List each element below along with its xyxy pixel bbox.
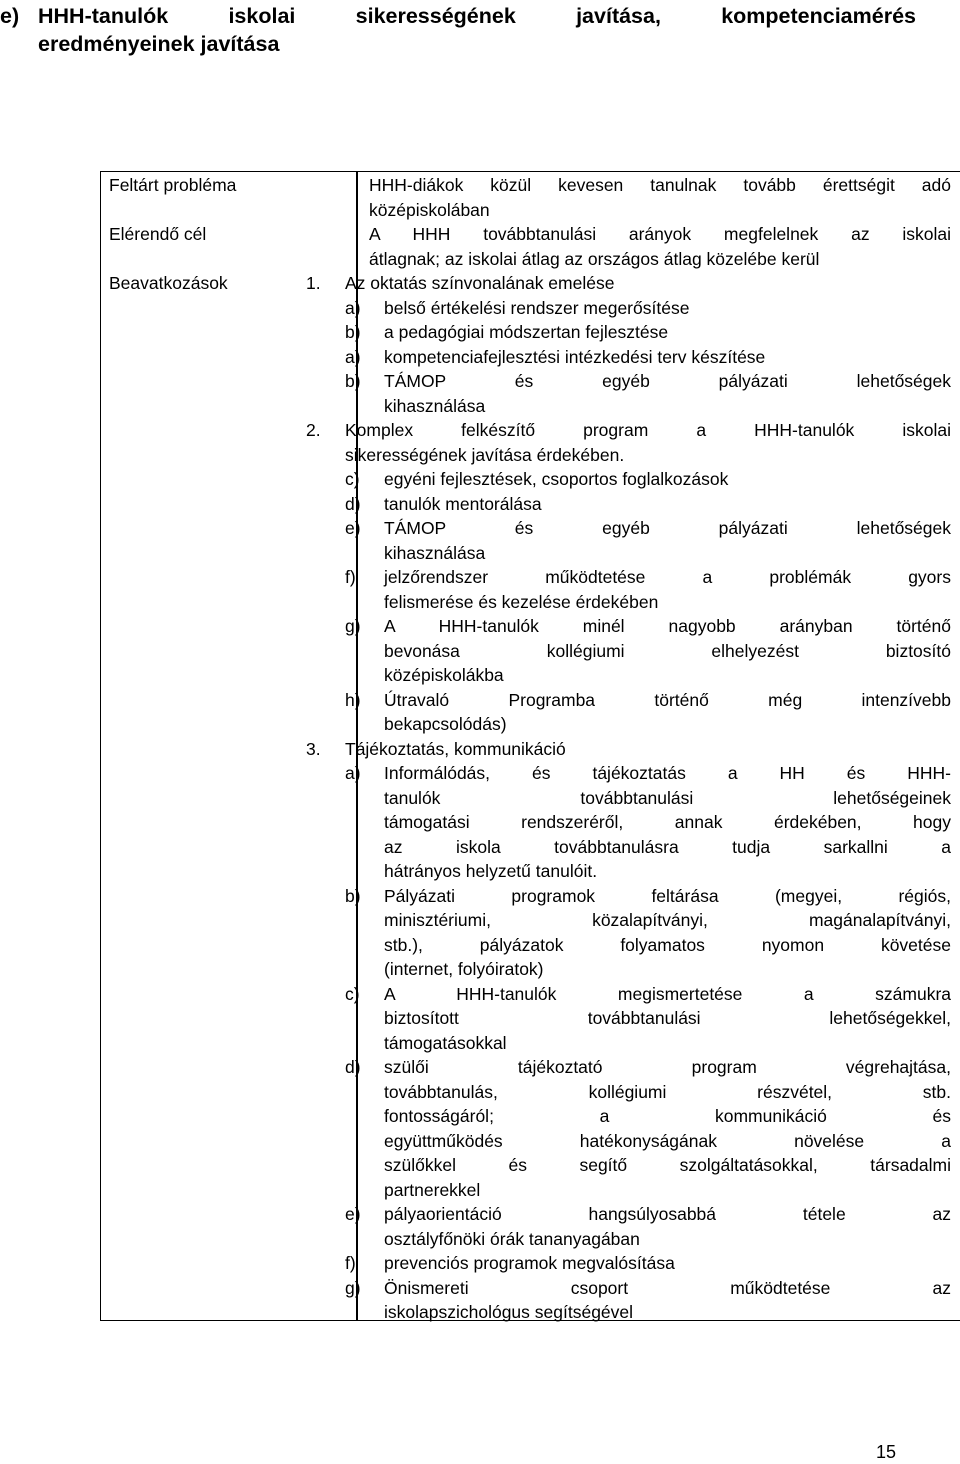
row-content-problem xyxy=(369,173,951,222)
section-number: 2. xyxy=(306,420,321,440)
item-marker: a) xyxy=(345,763,361,783)
item-text-line: Önismereti csoport működtetése az xyxy=(384,1277,951,1298)
item-text-line: pályaorientáció hangsúlyosabbá tétele az xyxy=(384,1204,951,1224)
content-line: HHH-diákok közül kevesen tanulnak tovább érettségit adó xyxy=(369,175,951,195)
item-text-line: biztosított továbbtanulási lehetőségekkel, xyxy=(384,1008,951,1028)
item-marker: a) xyxy=(345,346,361,367)
item-text-line: középiskolákba xyxy=(384,665,504,685)
item-text-line: TÁMOP és egyéb pályázati lehetőségek xyxy=(384,518,951,538)
item-text-line: kihasználása xyxy=(384,542,486,563)
item-text-line: Pályázati programok feltárása (megyei, régiós, xyxy=(384,885,951,906)
section-title-line: Az oktatás színvonalának emelése xyxy=(345,273,615,293)
item-text-line: Informálódás, és tájékoztatás a HH és HHH- xyxy=(384,763,951,783)
item-text-line: továbbtanulás, kollégiumi részvétel, stb. xyxy=(384,1081,951,1102)
row-label-goal: Elérendő cél xyxy=(109,224,207,244)
item-marker: b) xyxy=(345,371,361,391)
item-text-line: kompetenciafejlesztési intézkedési terv készítése xyxy=(384,346,766,367)
section-number: 1. xyxy=(306,273,321,293)
item-text-line: tanulók továbbtanulási lehetőségeinek xyxy=(384,787,951,808)
row-content-goal xyxy=(369,222,951,271)
item-text-line: stb.), pályázatok folyamatos nyomon követése xyxy=(384,934,951,955)
item-text-line: a pedagógiai módszertan fejlesztése xyxy=(384,322,669,342)
heading-line-1: HHH-tanulók iskolai sikerességének javítása, kompetenciamérés xyxy=(38,4,916,28)
item-text-line: osztályfőnöki órák tananyagában xyxy=(384,1228,640,1249)
item-marker: g) xyxy=(345,616,361,636)
content-line: A HHH továbbtanulási arányok megfelelnek az iskolai xyxy=(369,224,951,244)
item-marker: d) xyxy=(345,493,361,514)
item-text-line: egyéni fejlesztések, csoportos foglalkozások xyxy=(384,469,729,489)
row-label-problem: Feltárt probléma xyxy=(109,175,237,195)
item-marker: f) xyxy=(345,567,356,587)
item-marker: c) xyxy=(345,469,360,489)
item-text-line: minisztériumi, közalapítványi, magánalapítványi, xyxy=(384,910,951,930)
item-text-line: támogatásokkal xyxy=(384,1032,507,1053)
item-marker: g) xyxy=(345,1277,361,1298)
item-text-line: A HHH-tanulók minél nagyobb arányban történő xyxy=(384,616,951,636)
item-text-line: (internet, folyóiratok) xyxy=(384,959,544,979)
section-number: 3. xyxy=(306,738,321,759)
item-marker: e) xyxy=(345,518,361,538)
item-marker: a) xyxy=(345,297,361,318)
item-marker: f) xyxy=(345,1253,356,1273)
item-text-line: kihasználása xyxy=(384,395,486,416)
content-line: átlagnak; az iskolai átlag az országos átlag közelébe kerül xyxy=(369,248,820,269)
item-text-line: fontosságáról; a kommunikáció és xyxy=(384,1106,951,1126)
item-text-line: bekapcsolódás) xyxy=(384,714,507,734)
item-text-line: iskolapszichológus segítségével xyxy=(384,1302,634,1322)
item-marker: c) xyxy=(345,983,360,1004)
item-text-line: Útravaló Programba történő még intenzívebb xyxy=(384,689,951,710)
heading-marker: e) xyxy=(0,4,20,28)
item-text-line: A HHH-tanulók megismertetése a számukra xyxy=(384,983,951,1004)
item-text-line: az iskola továbbtanulásra tudja sarkallni a xyxy=(384,836,951,857)
section-title-line: Komplex felkészítő program a HHH-tanulók iskolai xyxy=(345,420,951,440)
item-text-line: hátrányos helyzetű tanulóit. xyxy=(384,861,598,881)
item-text-line: felismerése és kezelése érdekében xyxy=(384,591,659,612)
item-text-line: szülőkkel és segítő szolgáltatásokkal, társadalmi xyxy=(384,1155,951,1175)
item-marker: b) xyxy=(345,885,361,906)
item-text-line: partnerekkel xyxy=(384,1179,481,1200)
item-text-line: tanulók mentorálása xyxy=(384,493,542,514)
item-text-line: támogatási rendszeréről, annak érdekében, hogy xyxy=(384,812,951,832)
page-number: 15 xyxy=(876,1442,897,1462)
item-text-line: TÁMOP és egyéb pályázati lehetőségek xyxy=(384,371,951,391)
item-text-line: együttműködés hatékonyságának növelése a xyxy=(384,1130,951,1151)
item-text-line: jelzőrendszer működtetése a problémák gyors xyxy=(384,567,951,587)
item-marker: b) xyxy=(345,322,361,342)
item-text-line: belső értékelési rendszer megerősítése xyxy=(384,297,690,318)
item-marker: h) xyxy=(345,689,361,710)
item-text-line: szülői tájékoztató program végrehajtása, xyxy=(384,1057,951,1077)
item-text-line: prevenciós programok megvalósítása xyxy=(384,1253,675,1273)
row-label-interventions: Beavatkozások xyxy=(109,273,228,293)
intervention-table xyxy=(100,171,960,1321)
item-marker: e) xyxy=(345,1204,361,1224)
section-title-line: sikerességének javítása érdekében. xyxy=(345,444,625,465)
item-marker: d) xyxy=(345,1057,361,1077)
content-line: középiskolában xyxy=(369,199,490,220)
item-text-line: bevonása kollégiumi elhelyezést biztosító xyxy=(384,640,951,661)
heading-line-2: eredményeinek javítása xyxy=(38,32,280,56)
section-title-line: Tájékoztatás, kommunikáció xyxy=(345,738,566,759)
